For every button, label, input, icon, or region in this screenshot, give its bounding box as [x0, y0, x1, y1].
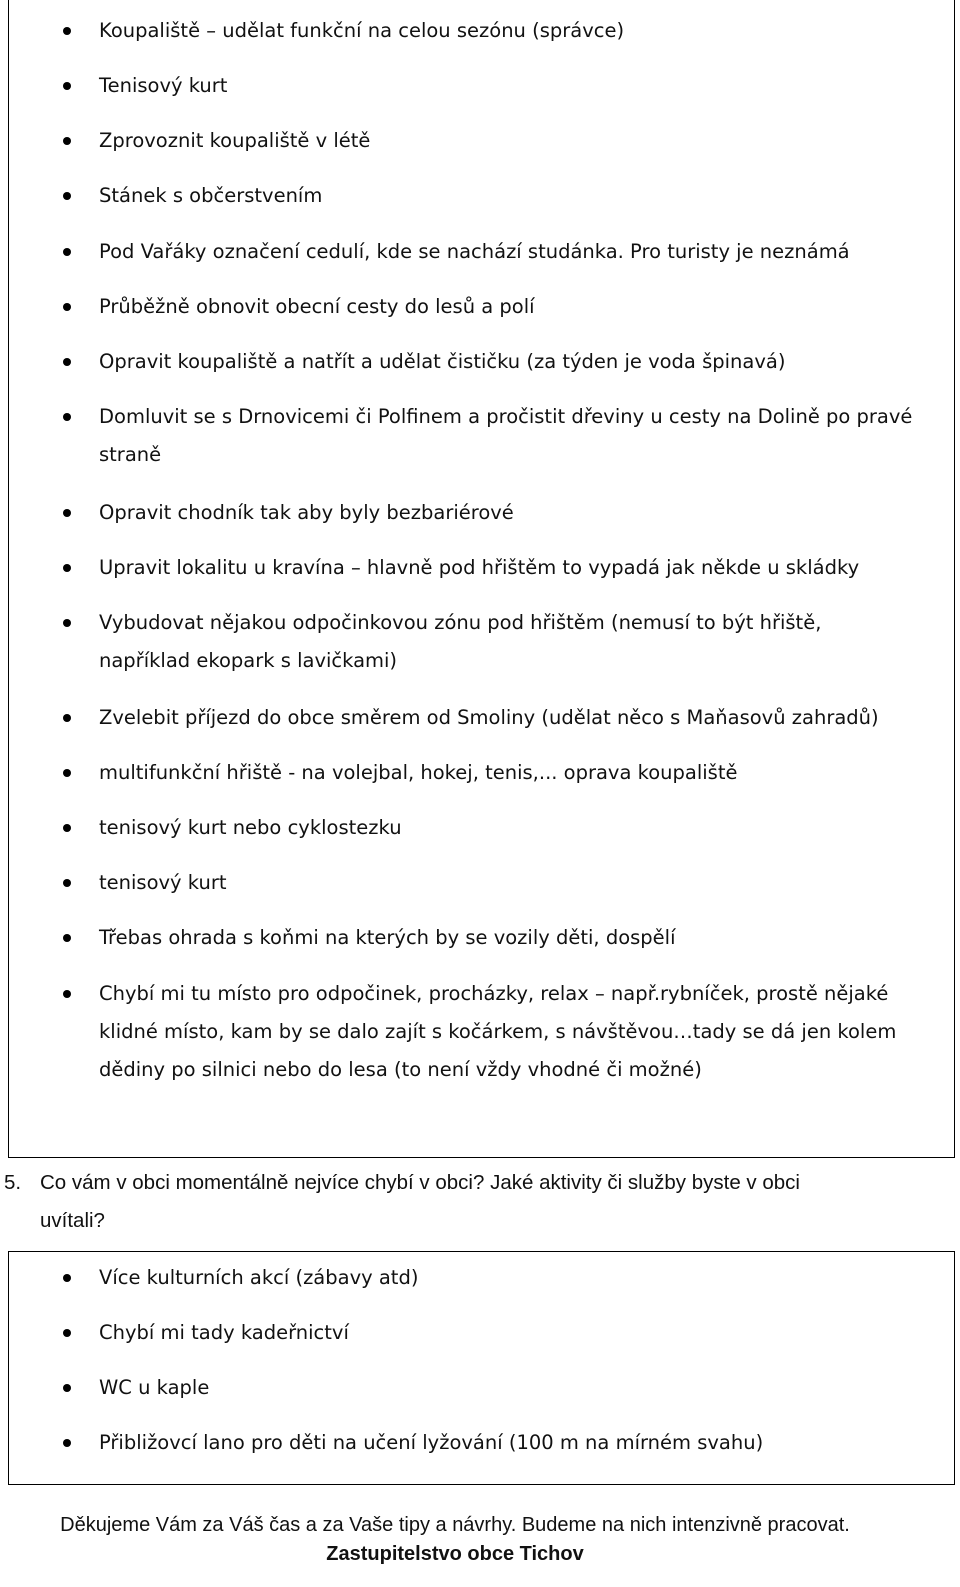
bullet-icon: [63, 358, 71, 366]
list-item: [99, 1259, 948, 1297]
list-item: [99, 864, 948, 902]
list-item-line: Pod Vařáky označení cedulí, kde se nachází studánka. Pro turisty je neznámá: [99, 240, 850, 263]
bullet-icon: [63, 137, 71, 145]
list-item-line: Více kulturních akcí (zábavy atd): [99, 1266, 419, 1289]
list-item-line: Upravit lokalitu u kravína – hlavně pod hřištěm to vypadá jak někde u skládky: [99, 556, 860, 579]
list-item: [99, 233, 948, 271]
list-item-line: straně: [99, 443, 162, 466]
list-item-line: Domluvit se s Drnovicemi či Polfinem a pročistit dřeviny u cesty na Dolině po pravé: [99, 405, 913, 428]
bullet-icon: [63, 769, 71, 777]
list-item: [99, 604, 948, 680]
list-item-line: klidné místo, kam by se dalo zajít s kočárkem, s návštěvou…tady se dá jen kolem: [99, 1020, 897, 1043]
footer-thanks: Děkujeme Vám za Váš čas a za Vaše tipy a návrhy. Budeme na nich intenzivně pracovat.: [60, 1514, 850, 1536]
list-item: [99, 699, 948, 737]
list-item: [99, 975, 948, 1089]
list-item: [99, 549, 948, 587]
list-item-line: Opravit chodník tak aby byly bezbariérové: [99, 501, 514, 524]
bullet-icon: [63, 824, 71, 832]
bullet-icon: [63, 714, 71, 722]
list-item: [99, 398, 948, 474]
list-item-line: Průběžně obnovit obecní cesty do lesů a polí: [99, 295, 535, 318]
list-item-line: WC u kaple: [99, 1376, 210, 1399]
list-item: [99, 919, 948, 957]
list-item-line: Chybí mi tu místo pro odpočinek, procházky, relax – např.rybníček, prostě nějaké: [99, 982, 889, 1005]
bullet-icon: [63, 1439, 71, 1447]
bullet-icon: [63, 990, 71, 998]
question-number: 5.: [4, 1171, 22, 1194]
list-item-line: Třebas ohrada s koňmi na kterých by se vozily děti, dospělí: [99, 926, 676, 949]
list-item-line: tenisový kurt nebo cyklostezku: [99, 816, 402, 839]
bullet-icon: [63, 1329, 71, 1337]
list-item-line: multifunkční hřiště - na volejbal, hokej, tenis,... oprava koupaliště: [99, 761, 738, 784]
list-item: [99, 1369, 948, 1407]
question-text-line-1: Co vám v obci momentálně nejvíce chybí v obci? Jaké aktivity či služby byste v obci: [40, 1171, 800, 1194]
bullet-icon: [63, 879, 71, 887]
list-item: [99, 809, 948, 847]
bullet-icon: [63, 564, 71, 572]
bullet-icon: [63, 619, 71, 627]
bullet-icon: [63, 413, 71, 421]
bullet-icon: [63, 192, 71, 200]
list-item-line: dědiny po silnici nebo do lesa (to není vždy vhodné či možné): [99, 1058, 702, 1081]
list-item: [99, 1424, 948, 1462]
list-item: [99, 288, 948, 326]
bullet-icon: [63, 1384, 71, 1392]
list-item: [99, 494, 948, 532]
list-item-line: Zprovoznit koupaliště v létě: [99, 129, 371, 152]
question-5: [4, 1164, 944, 1240]
bullet-icon: [63, 1274, 71, 1282]
question-text-line-2: uvítali?: [40, 1209, 105, 1232]
list-item: [99, 12, 948, 50]
list-item-line: Opravit koupaliště a natřít a udělat čističku (za týden je voda špinavá): [99, 350, 786, 373]
list-item-line: Chybí mi tady kadeřnictví: [99, 1321, 349, 1344]
list-item: [99, 1314, 948, 1352]
bullet-icon: [63, 27, 71, 35]
bullet-icon: [63, 934, 71, 942]
list-item-line: Koupaliště – udělat funkční na celou sezónu (správce): [99, 19, 625, 42]
list-item: [99, 122, 948, 160]
list-item-line: Vybudovat nějakou odpočinkovou zónu pod hřištěm (nemusí to být hřiště,: [99, 611, 822, 634]
bullet-icon: [63, 509, 71, 517]
bullet-icon: [63, 303, 71, 311]
footer-signature: Zastupitelstvo obce Tichov: [326, 1543, 584, 1565]
list-item-line: Tenisový kurt: [99, 74, 228, 97]
bullet-icon: [63, 82, 71, 90]
list-item-line: například ekopark s lavičkami): [99, 649, 398, 672]
list-item-line: Přibližovcí lano pro děti na učení lyžování (100 m na mírném svahu): [99, 1431, 764, 1454]
list-item: [99, 67, 948, 105]
list-item: [99, 754, 948, 792]
list-item-line: tenisový kurt: [99, 871, 227, 894]
list-item-line: Zvelebit příjezd do obce směrem od Smoliny (udělat něco s Maňasovů zahradů): [99, 706, 879, 729]
bullet-icon: [63, 248, 71, 256]
list-item: [99, 343, 948, 381]
list-item: [99, 177, 948, 215]
list-item-line: Stánek s občerstvením: [99, 184, 323, 207]
